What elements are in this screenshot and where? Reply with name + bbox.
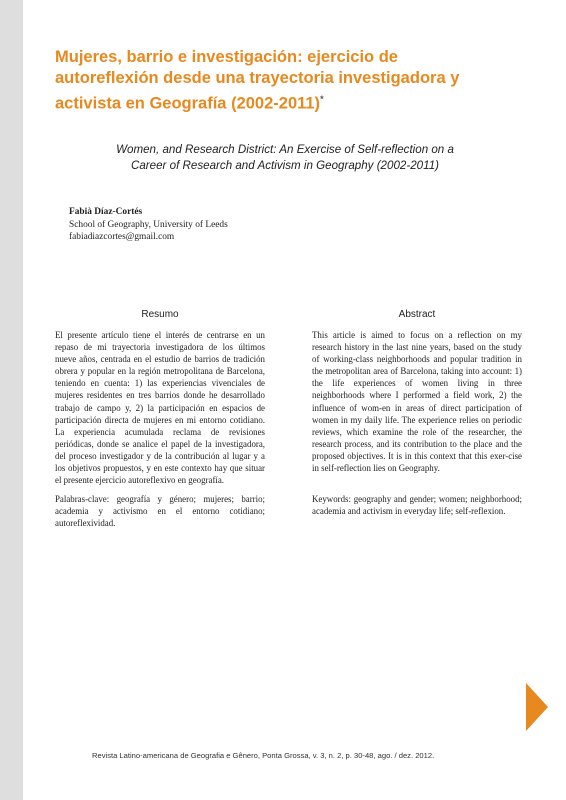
author-email[interactable]: fabiadiazcortes@gmail.com — [69, 232, 175, 242]
title-line-3: activista en Geografía (2002-2011) — [55, 94, 321, 113]
title-footnote-mark: * — [320, 94, 324, 104]
abstract-heading: Abstract — [398, 309, 436, 320]
author-block — [69, 206, 369, 244]
resumo-keywords: Palabras-clave: geografía y género; mujeres; barrio; academia y activismo en el entorno cotidiano; autoreflexividad. — [55, 494, 265, 529]
left-margin-bar — [0, 0, 23, 800]
english-title-line-2: Career of Research and Activism in Geography (2002-2011) — [130, 158, 440, 172]
english-title-line-1: Women, and Research District: An Exercise of Self-reflection on a — [116, 143, 454, 156]
english-title — [80, 142, 490, 173]
journal-citation-footer: Revista Latino-americana de Geografia e Gênero, Ponta Grossa, v. 3, n. 2, p. 30-48, ago. / dez. 2012. — [92, 751, 435, 760]
abstract-text: This article is aimed to focus on a reflection on my research history in the last nine years, based on the study of working-class neighborhoods and popular tradition in the metropolitan area of Barcelona, taking into account: 1) the life experiences of women living in three neighborhoods where I performed a field work, 2) the influence of wom-en in areas of direct participation of women in my daily life. The experience relies on periodic reviews, which examine the role of the researcher, the research process, and its contribution to the place and the proposed objectives. It is in this context that this exer-cise in self-reflection lies on Geography. — [312, 330, 522, 474]
next-page-triangle-right-icon[interactable] — [526, 683, 548, 731]
resumo-heading: Resumo — [141, 309, 179, 320]
author-affiliation: School of Geography, University of Leeds — [69, 219, 228, 230]
title-line-1: Mujeres, barrio e investigación: ejercicio de — [55, 48, 398, 66]
article-title — [55, 47, 525, 115]
title-line-2: autoreflexión desde una trayectoria investigadora y — [55, 69, 460, 87]
abstract-keywords: Keywords: geography and gender; women; neighborhood; academia and activism in everyday life; self-reflexion. — [312, 494, 522, 517]
resumo-text: El presente artículo tiene el interés de centrarse en un repaso de mi trayectoria investigadora de los últimos nueve años, centrada en el estudio de barrios de tradición obrera y popular en la región metropolitana de Barcelona, teniendo en cuenta: 1) las experiencias vivenciales de mujeres residentes en tres barrios donde he desarrollado trabajo de campo y, 2) la participación en espacios de participación directa de mujeres en mi entorno cotidiano. La experiencia acumulada reclama de revisiones periódicas, donde se analice el papel de la investigadora, del proceso investigador y de la contribución al lugar y a los objetivos propuestos, y en este contexto hay que situar el presente ejercicio autoreflexivo en geografía. — [55, 330, 265, 486]
author-name: Fabià Díaz-Cortés — [69, 207, 143, 217]
